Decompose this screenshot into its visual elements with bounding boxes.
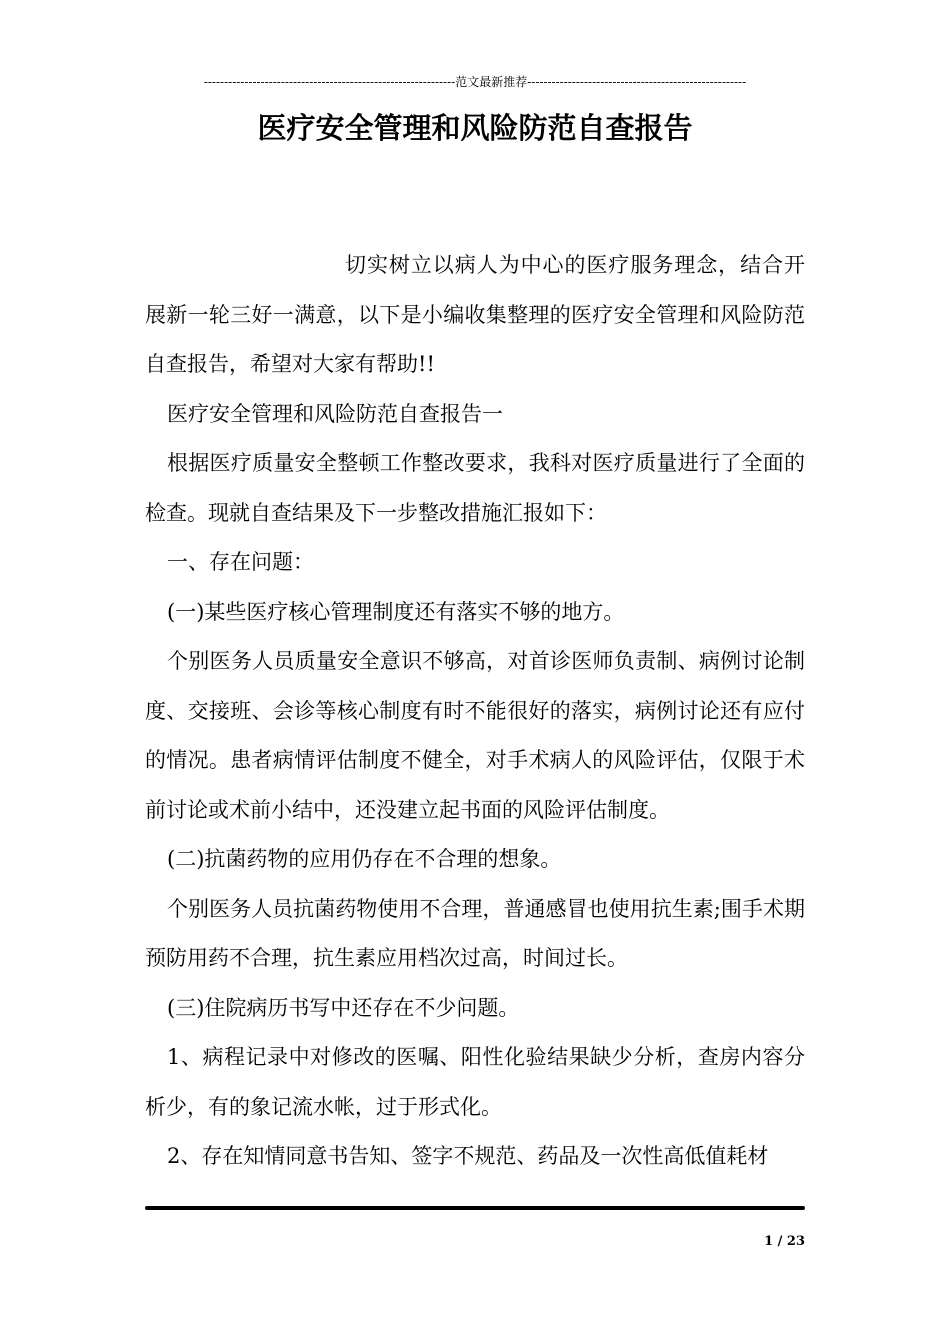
body-paragraph: 个别医务人员质量安全意识不够高，对首诊医师负责制、病例讨论制度、交接班、会诊等核心制度有时不能很好的落实，病例讨论还有应付的情况。患者病情评估制度不健全，对手术病人的风险评估，仅限于术前讨论或术前小结中，还没建立起书面的风险评估制度。 <box>145 649 805 822</box>
subsection-heading: (二)抗菌药物的应用仍存在不合理的想象。 <box>167 847 562 871</box>
body-paragraph: 个别医务人员抗菌药物使用不合理，普通感冒也使用抗生素;围手术期预防用药不合理，抗生素应用档次过高，时间过长。 <box>145 896 805 970</box>
section-heading: 医疗安全管理和风险防范自查报告一 <box>167 401 503 426</box>
footer-divider <box>145 1206 805 1210</box>
header-banner: --------------------------------------------------------------范文最新推荐------------------------------------------------------ <box>203 75 747 89</box>
document-title: 医疗安全管理和风险防范自查报告 <box>257 111 693 145</box>
subsection-heading: (三)住院病历书写中还存在不少问题。 <box>167 995 520 1020</box>
document-body <box>145 241 805 1182</box>
section-heading: 一、存在问题： <box>167 550 314 574</box>
intro-paragraph: 切实树立以病人为中心的医疗服务理念，结合开展新一轮三好一满意，以下是小编收集整理的医疗安全管理和风险防范自查报告，希望对大家有帮助!! <box>145 253 805 376</box>
body-paragraph: 根据医疗质量安全整顿工作整改要求，我科对医疗质量进行了全面的检查。现就自查结果及下一步整改措施汇报如下： <box>145 451 805 525</box>
body-paragraph: 2、存在知情同意书告知、签字不规范、药品及一次性高低值耗材 <box>167 1144 769 1168</box>
body-paragraph: 1、病程记录中对修改的医嘱、阳性化验结果缺少分析，查房内容分析少，有的象记流水帐，过于形式化。 <box>145 1045 805 1119</box>
subsection-heading: (一)某些医疗核心管理制度还有落实不够的地方。 <box>167 599 625 624</box>
page-number: 1 / 23 <box>764 1234 805 1249</box>
